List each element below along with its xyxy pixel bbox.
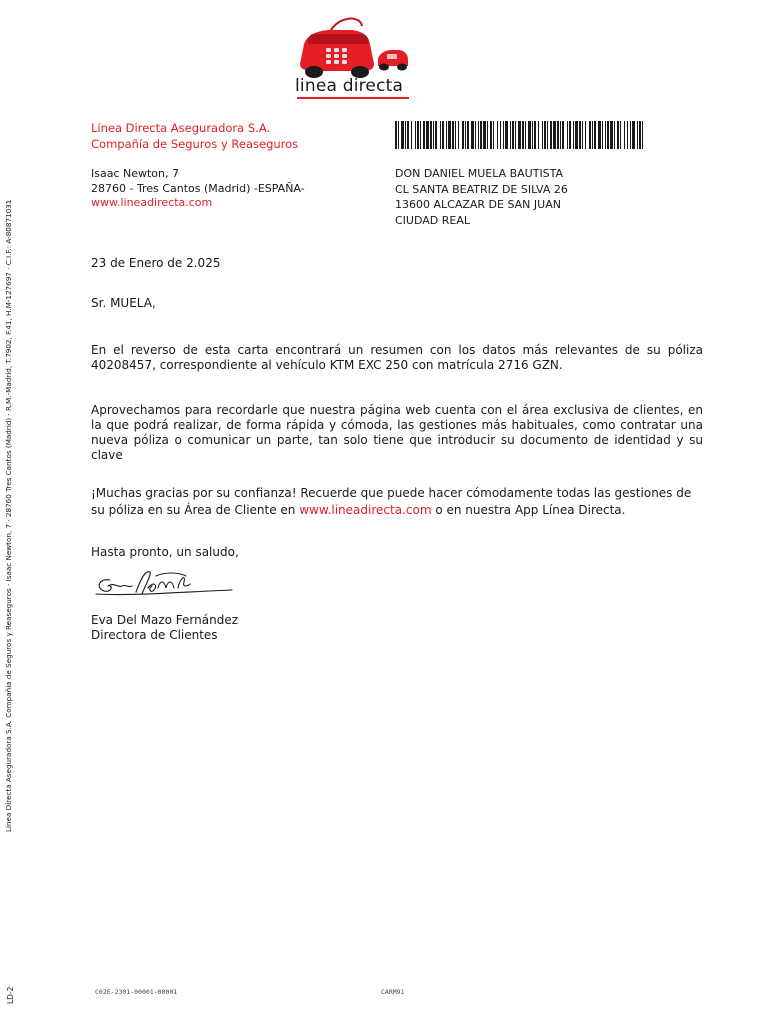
barcode-bar	[503, 121, 504, 149]
recipient-line: 13600 ALCAZAR DE SAN JUAN	[395, 198, 561, 211]
barcode-bar	[553, 121, 556, 149]
sender-website-link[interactable]: www.lineadirecta.com	[91, 196, 213, 209]
barcode-bar	[415, 121, 416, 149]
barcode-bar	[557, 121, 559, 149]
recipient-address-block	[395, 166, 568, 228]
letter-closing: Hasta pronto, un saludo,	[91, 545, 239, 559]
barcode-bar	[602, 121, 603, 149]
barcode-bar	[452, 121, 454, 149]
barcode-bar	[483, 121, 486, 149]
barcode-bar	[423, 121, 425, 149]
handwritten-signature	[92, 566, 242, 604]
footer-code-left: C02E-2301-00001-00001	[95, 988, 178, 996]
barcode-bar	[538, 121, 539, 149]
sender-company-name: Línea Directa Aseguradora S.A.	[91, 121, 271, 135]
barcode-bar	[395, 121, 397, 149]
barcode-bar	[605, 121, 606, 149]
barcode-bar	[632, 121, 635, 149]
letter-greeting: Sr. MUELA,	[91, 296, 156, 310]
barcode-bar	[607, 121, 609, 149]
barcode-bar	[462, 121, 464, 149]
barcode-bar	[407, 121, 409, 149]
barcode-bar	[575, 121, 578, 149]
barcode-bar	[515, 121, 516, 149]
barcode-bar	[487, 121, 488, 149]
barcode-bar	[582, 121, 583, 149]
barcode-bar	[446, 121, 447, 149]
barcode-bar	[405, 121, 406, 149]
barcode-bar	[589, 121, 591, 149]
barcode-bar	[467, 121, 469, 149]
barcode-bar	[398, 121, 399, 149]
barcode-bar	[562, 121, 564, 149]
barcode-bar	[642, 121, 643, 149]
sender-address-line2: 28760 - Tres Cantos (Madrid) -ESPAÑA-	[91, 181, 305, 195]
barcode-bar	[455, 121, 456, 149]
barcode-bar	[639, 121, 641, 149]
barcode-bar	[433, 121, 434, 149]
barcode-bar	[547, 121, 548, 149]
barcode-bar	[627, 121, 628, 149]
recipient-line: CL SANTA BEATRIZ DE SILVA 26	[395, 182, 568, 196]
letter-paragraph-2: Aprovechamos para recordarle que nuestra página web cuenta con el área exclusiva de clientes, en la que podrá realizar, de forma rápida y cómoda, las gestiones más habituales, como contratar una nueva póliza o comunicar un parte, tan solo tiene que introducir su documento de identidad y su clave	[91, 403, 703, 462]
barcode-bar	[426, 121, 429, 149]
barcode-bar	[480, 121, 482, 149]
sender-address-block	[91, 167, 305, 211]
barcode-bar	[620, 121, 621, 149]
barcode-bar	[630, 121, 631, 149]
sender-address-line1: Isaac Newton, 7	[91, 167, 179, 180]
barcode-bar	[512, 121, 514, 149]
paragraph-3-text-end: o en nuestra App Línea Directa.	[431, 503, 626, 517]
barcode-bar	[411, 121, 412, 149]
postal-barcode	[395, 121, 645, 149]
signer-block	[91, 613, 238, 643]
signer-title: Directora de Clientes	[91, 628, 218, 642]
barcode-bar	[510, 121, 511, 149]
barcode-bar	[490, 121, 492, 149]
barcode-bar	[532, 121, 533, 149]
barcode-bar	[435, 121, 437, 149]
barcode-bar	[493, 121, 494, 149]
footer-code-right: CARM91	[381, 988, 405, 996]
barcode-bar	[617, 121, 619, 149]
barcode-bar	[550, 121, 552, 149]
barcode-bar	[637, 121, 638, 149]
logo-wordmark: linea directa	[295, 76, 404, 96]
barcode-bar	[592, 121, 593, 149]
margin-legal-text: Línea Directa Aseguradora S.A. Compañía de Seguros y Reaseguros · Isaac Newton, 7 · 28760 Tres Cantos (Madrid) · R.M.-Madrid, T.7902, F.41, H.M-127697 · C.I.F.: A-80871031	[4, 199, 13, 832]
barcode-bar	[585, 121, 586, 149]
barcode-bar	[401, 121, 404, 149]
website-link[interactable]: www.lineadirecta.com	[299, 503, 432, 517]
paragraph-3-text: ¡Muchas gracias por su confianza! Recuerde que puede hacer cómodamente todas las gestiones de su póliza en su Área de Cliente en	[91, 486, 692, 517]
recipient-line: DON DANIEL MUELA BAUTISTA	[395, 167, 564, 180]
barcode-bar	[497, 121, 498, 149]
barcode-bar	[478, 121, 479, 149]
barcode-bar	[475, 121, 476, 149]
barcode-bar	[440, 121, 441, 149]
barcode-bar	[458, 121, 459, 149]
barcode-bar	[594, 121, 596, 149]
recipient-line: CIUDAD REAL	[395, 213, 470, 227]
barcode-bar	[624, 121, 625, 149]
barcode-bar	[500, 121, 501, 149]
logo-underline	[297, 97, 409, 99]
barcode-bar	[579, 121, 581, 149]
letter-paragraph-3	[91, 485, 703, 519]
barcode-bar	[598, 121, 601, 149]
letter-date: 23 de Enero de 2.025	[91, 256, 221, 270]
barcode-bar	[567, 121, 568, 149]
sender-company-subtitle: Compañía de Seguros y Reaseguros	[91, 136, 299, 151]
barcode-bar	[569, 121, 571, 149]
barcode-bar	[448, 121, 451, 149]
barcode-bar	[610, 121, 613, 149]
barcode-bar	[528, 121, 531, 149]
barcode-bar	[525, 121, 526, 149]
barcode-bar	[420, 121, 421, 149]
barcode-bar	[573, 121, 574, 149]
letter-paragraph-1: En el reverso de esta carta encontrará un resumen con los datos más relevantes de su póliza 40208457, correspondiente al vehículo KTM EXC 250 con matrícula 2716 GZN.	[91, 343, 703, 372]
barcode-bar	[465, 121, 466, 149]
signer-name: Eva Del Mazo Fernández	[91, 613, 238, 627]
sender-company-block	[91, 121, 298, 152]
barcode-bar	[518, 121, 521, 149]
barcode-bar	[442, 121, 444, 149]
barcode-bar	[430, 121, 432, 149]
barcode-bar	[542, 121, 543, 149]
barcode-bar	[544, 121, 546, 149]
barcode-bar	[534, 121, 536, 149]
margin-document-id: LD-2	[6, 986, 15, 1004]
barcode-bar	[614, 121, 615, 149]
barcode-bar	[522, 121, 524, 149]
barcode-bar	[560, 121, 561, 149]
barcode-bar	[471, 121, 474, 149]
barcode-bar	[417, 121, 419, 149]
barcode-bar	[505, 121, 508, 149]
